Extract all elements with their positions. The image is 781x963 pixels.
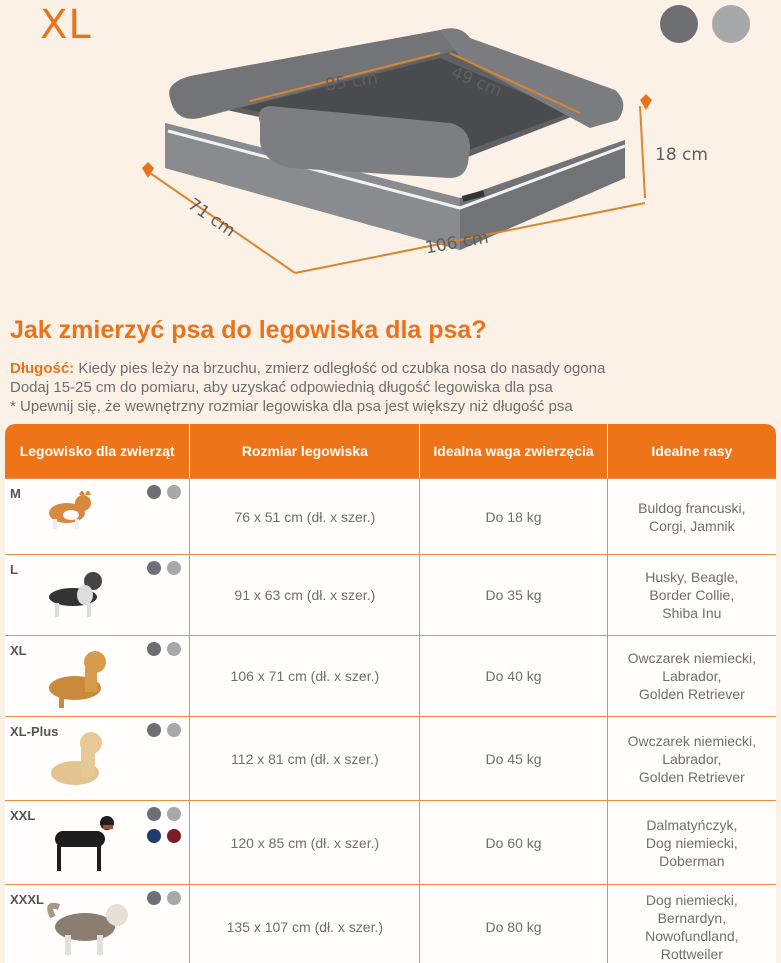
breed-line: Shiba Inu [662,605,722,621]
color-swatch[interactable] [167,642,181,656]
weight-cell: Do 45 kg [420,717,607,800]
header-breeds: Idealne rasy [651,443,733,459]
breed-line: Doberman [659,852,725,869]
table-row [5,800,776,884]
color-swatch[interactable] [147,891,161,905]
table-row [5,635,776,716]
guide-line-3: * Upewnij się, że wewnętrzny rozmiar legowiska dla psa jest większy niż długość psa [10,398,573,415]
breed-line: Owczarek niemiecki, [627,650,757,666]
bed-size-cell: 135 x 107 cm (dł. x szer.) [190,885,420,963]
color-swatch[interactable] [147,561,161,575]
guide-text [10,359,770,416]
table-row [5,554,776,635]
pet-size-label: XL [10,643,27,658]
color-swatch[interactable] [147,642,161,656]
border-collie-image [45,567,135,633]
weight-cell: Do 80 kg [420,885,607,963]
pet-cell [5,801,190,884]
breeds-cell [608,801,776,884]
breeds-cell [608,636,776,716]
golden-retriever-image [45,648,135,714]
table-header [5,424,776,478]
length-label: 106 cm [423,227,491,259]
size-table [5,424,776,963]
breed-line: Owczarek niemiecki, [627,732,757,749]
color-swatch[interactable] [167,829,181,843]
header-bed-size: Rozmiar legowiska [190,424,420,478]
bed-size-cell: 91 x 63 cm (dł. x szer.) [190,555,420,635]
breed-line: Nowofundland, [645,928,739,944]
pet-size-label: XXL [10,808,36,823]
pet-cell [5,479,190,554]
weight-cell: Do 60 kg [420,801,607,884]
guide-line-2: Dodaj 15-25 cm do pomiaru, aby uzyskać odpowiednią długość legowiska dla psa [10,379,553,396]
labrador-image [45,729,135,795]
inner-length-label: 85 cm [323,68,380,96]
color-swatch[interactable] [167,807,181,821]
pet-size-label: XXXL [10,892,44,907]
color-swatch[interactable] [147,723,161,737]
pet-size-label: L [10,562,18,577]
length-label-bold: Długość: [10,360,75,377]
breeds-cell [608,555,776,635]
breed-line: Dalmatyńczyk, [646,816,738,833]
bed-image [120,28,720,298]
bed-size-cell: 76 x 51 cm (dł. x szer.) [190,479,420,554]
depth-label: 71 cm [184,194,239,242]
guide-title: Jak zmierzyć psa do legowiska dla psa? [10,316,487,344]
header-pet-bed: Legowisko dla zwierząt [5,424,190,478]
breeds-cell [608,717,776,800]
breed-line: Dog niemiecki, [645,892,738,908]
table-row [5,716,776,800]
weight-cell: Do 35 kg [420,555,607,635]
weight-cell: Do 40 kg [420,636,607,716]
malamute-image [45,897,135,963]
color-swatch[interactable] [167,561,181,575]
breed-line: Bernardyn, [657,910,727,926]
color-swatch[interactable] [147,829,161,843]
breed-line: Rottweiler [660,946,723,962]
breed-line: Labrador, [662,668,722,684]
breed-line: Buldog francuski, [638,499,746,516]
breed-line: Husky, Beagle, [645,569,739,585]
bed-size-cell: 106 x 71 cm (dł. x szer.) [190,636,420,716]
color-swatch[interactable] [147,807,161,821]
pet-cell [5,555,190,635]
height-label: 18 cm [655,145,708,165]
color-swatch[interactable] [167,891,181,905]
breed-line: Golden Retriever [638,768,745,785]
size-title: XL [40,2,92,48]
pet-cell [5,885,190,963]
color-swatch[interactable] [167,485,181,499]
bed-size-cell: 120 x 85 cm (dł. x szer.) [190,801,420,884]
table-row [5,884,776,963]
breed-line: Labrador, [662,750,722,767]
header-weight: Idealna waga zwierzęcia [420,424,607,478]
pet-size-label: M [10,486,21,501]
breed-line: Dog niemiecki, [645,834,738,851]
breed-line: Border Collie, [649,587,735,603]
breed-line: Golden Retriever [638,686,745,702]
pet-cell [5,636,190,716]
inner-width-label: 49 cm [448,62,505,102]
breeds-cell [608,885,776,963]
table-row [5,478,776,554]
color-swatch[interactable] [147,485,161,499]
pet-cell [5,717,190,800]
color-swatch[interactable] [167,723,181,737]
bed-size-cell: 112 x 81 cm (dł. x szer.) [190,717,420,800]
breeds-cell [608,479,776,554]
corgi-image [45,491,135,557]
weight-cell: Do 18 kg [420,479,607,554]
pet-size-label: XL-Plus [10,724,59,739]
guide-line-1: Kiedy pies leży na brzuchu, zmierz odległość od czubka nosa do nasady ogona [74,360,606,377]
bed-illustration [120,28,720,298]
breed-line: Corgi, Jamnik [649,517,735,534]
doberman-image [45,813,135,879]
